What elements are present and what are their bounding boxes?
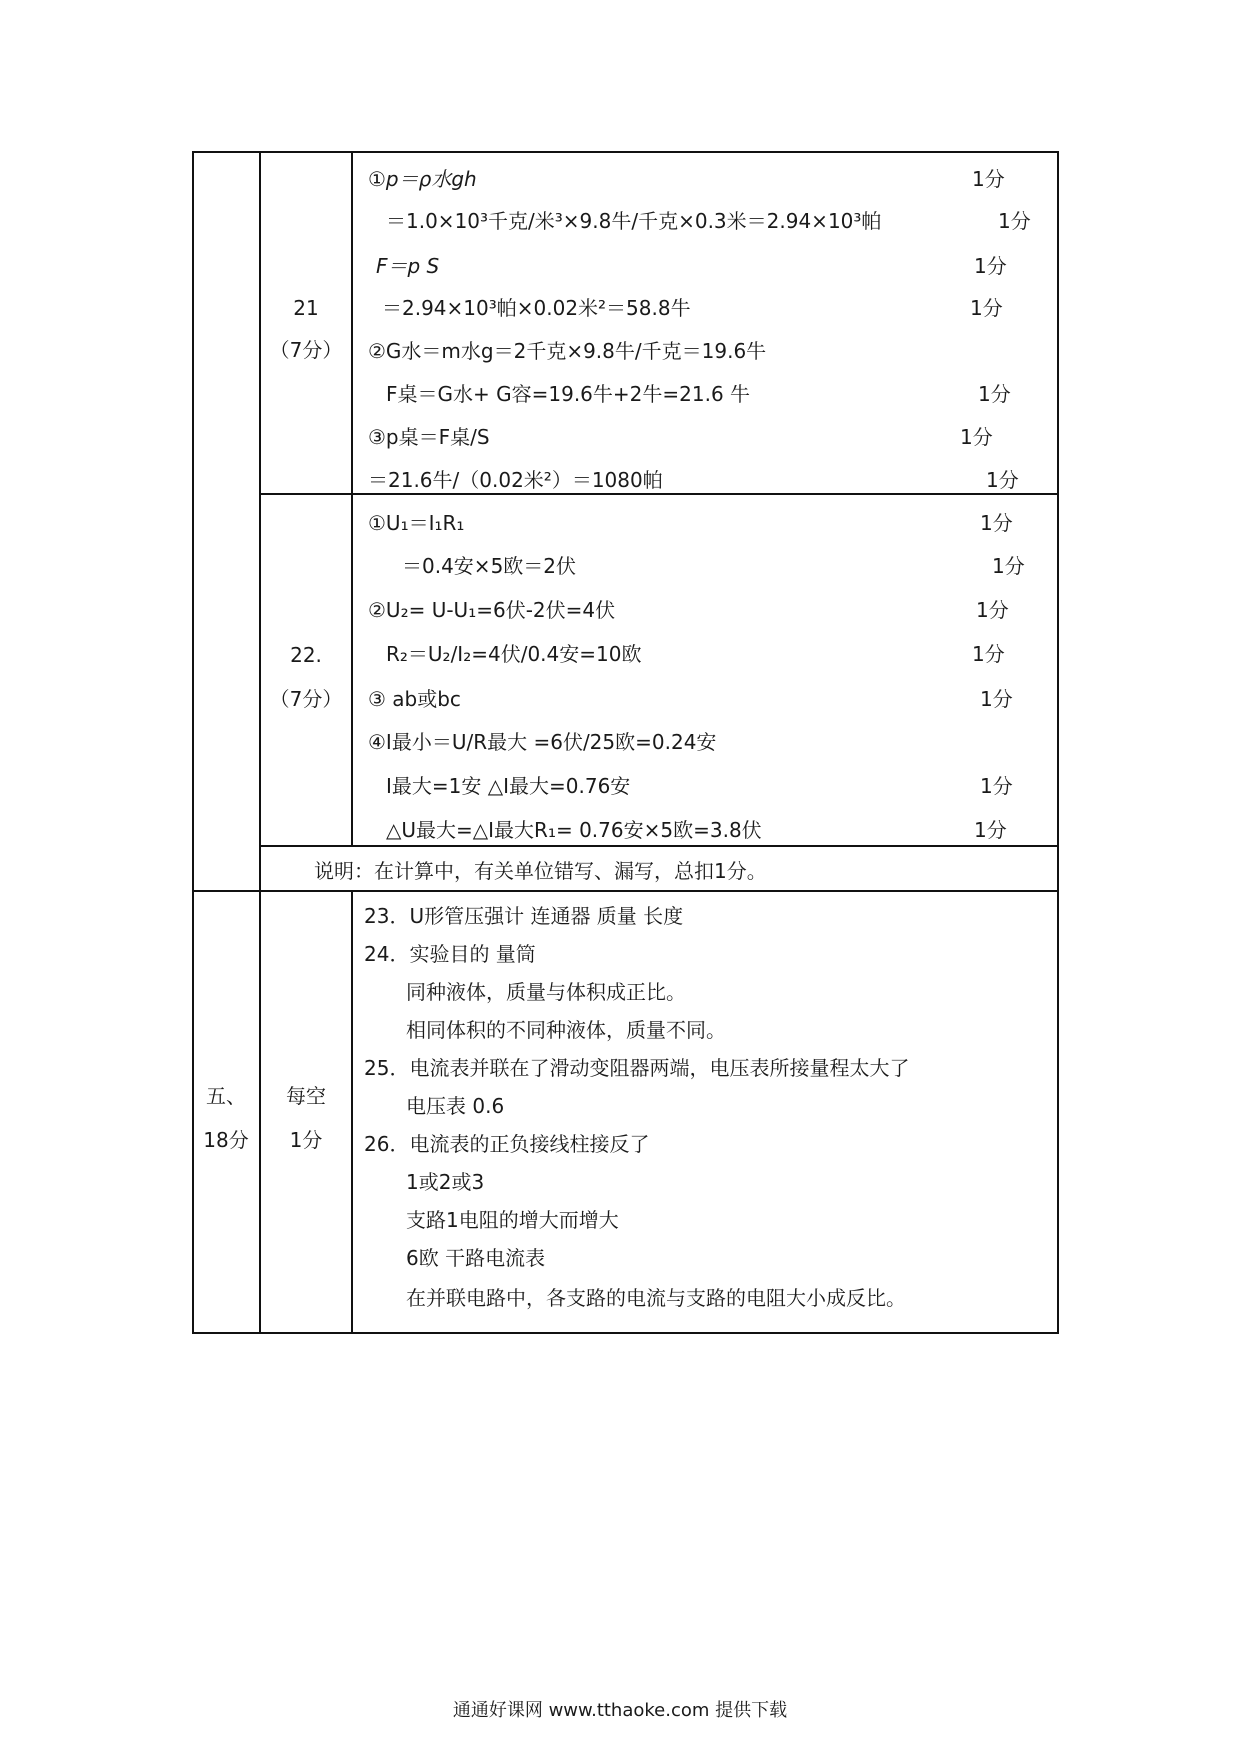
q21-score4: 1分 bbox=[970, 296, 1003, 320]
q22-score3: 1分 bbox=[976, 598, 1009, 622]
answer-26e: 在并联电路中，各支路的电流与支路的电阻大小成反比。 bbox=[406, 1286, 906, 1310]
q21-number: 21 bbox=[293, 296, 319, 320]
q22-score4: 1分 bbox=[972, 642, 1005, 666]
col-divider-2 bbox=[351, 151, 353, 845]
q21-line3: F＝p S bbox=[376, 254, 440, 278]
q21-score5: 1分 bbox=[978, 382, 1011, 406]
q21-score6: 1分 bbox=[960, 425, 993, 449]
q22-line2: ＝0.4安×5欧＝2伏 bbox=[402, 554, 577, 578]
q22-score5: 1分 bbox=[980, 687, 1013, 711]
q22-line5: ③ ab或bc bbox=[368, 687, 461, 711]
q22-score6: 1分 bbox=[980, 774, 1013, 798]
answer-24: 24．实验目的 量筒 bbox=[364, 942, 536, 966]
answer-26d: 6欧 干路电流表 bbox=[406, 1246, 546, 1270]
col-divider-1 bbox=[259, 151, 261, 1334]
q22-score7: 1分 bbox=[974, 818, 1007, 842]
scoring-note: 说明：在计算中，有关单位错写、漏写，总扣1分。 bbox=[314, 859, 767, 883]
answer-24b: 同种液体，质量与体积成正比。 bbox=[406, 980, 686, 1004]
col-divider-2b bbox=[351, 890, 353, 1334]
q22-line3: ②U₂= U-U₁=6伏-2伏=4伏 bbox=[368, 598, 616, 622]
q21-line1: ①p＝ρ水gh bbox=[368, 167, 477, 191]
q21-line4: ＝2.94×10³帕×0.02米²＝58.8牛 bbox=[382, 296, 691, 320]
section5-label: 五、 bbox=[206, 1084, 246, 1108]
section5-each-line1: 每空 bbox=[286, 1084, 326, 1108]
q22-number: 22. bbox=[290, 643, 322, 667]
q21-points: （7分） bbox=[269, 338, 343, 362]
q22-line7: I最大=1安 △I最大=0.76安 bbox=[386, 774, 631, 798]
page-footer: 通通好课网 www.tthaoke.com 提供下载 bbox=[452, 1700, 788, 1721]
row-divider-21-22 bbox=[259, 493, 1059, 495]
q21-score7: 1分 bbox=[986, 468, 1019, 492]
q22-points: （7分） bbox=[269, 687, 343, 711]
section5-each-line2: 1分 bbox=[289, 1128, 323, 1152]
answer-23: 23．U形管压强计 连通器 质量 长度 bbox=[364, 904, 684, 928]
q21-score3: 1分 bbox=[974, 254, 1007, 278]
q21-score2: 1分 bbox=[998, 209, 1031, 233]
q22-line1: ①U₁＝I₁R₁ bbox=[368, 511, 465, 535]
q22-line4: R₂＝U₂/I₂=4伏/0.4安=10欧 bbox=[386, 642, 642, 666]
q21-line7: ③p桌＝F桌/S bbox=[368, 425, 490, 449]
q22-line8: △U最大=△I最大R₁= 0.76安×5欧=3.8伏 bbox=[386, 818, 762, 842]
q21-line2: ＝1.0×10³千克/米³×9.8牛/千克×0.3米＝2.94×10³帕 bbox=[386, 209, 882, 233]
answer-26: 26．电流表的正负接线柱接反了 bbox=[364, 1132, 650, 1156]
row-divider-sec5 bbox=[192, 890, 1059, 892]
answer-26c: 支路1电阻的增大而增大 bbox=[406, 1208, 619, 1232]
answer-25b: 电压表 0.6 bbox=[406, 1094, 505, 1118]
q22-score1: 1分 bbox=[980, 511, 1013, 535]
q21-line8: ＝21.6牛/（0.02米²）＝1080帕 bbox=[368, 468, 663, 492]
section5-total: 18分 bbox=[203, 1128, 249, 1152]
row-divider-22-note bbox=[259, 845, 1059, 847]
q22-line6: ④I最小＝U/R最大 =6伏/25欧=0.24安 bbox=[368, 730, 717, 754]
q22-score2: 1分 bbox=[992, 554, 1025, 578]
q21-line5: ②G水＝m水g＝2千克×9.8牛/千克＝19.6牛 bbox=[368, 339, 767, 363]
answer-26b: 1或2或3 bbox=[406, 1170, 485, 1194]
answer-24c: 相同体积的不同种液体，质量不同。 bbox=[406, 1018, 726, 1042]
q21-line6: F桌＝G水+ G容=19.6牛+2牛=21.6 牛 bbox=[386, 382, 751, 406]
q21-score1: 1分 bbox=[972, 167, 1005, 191]
answer-25: 25．电流表并联在了滑动变阻器两端，电压表所接量程太大了 bbox=[364, 1056, 910, 1080]
